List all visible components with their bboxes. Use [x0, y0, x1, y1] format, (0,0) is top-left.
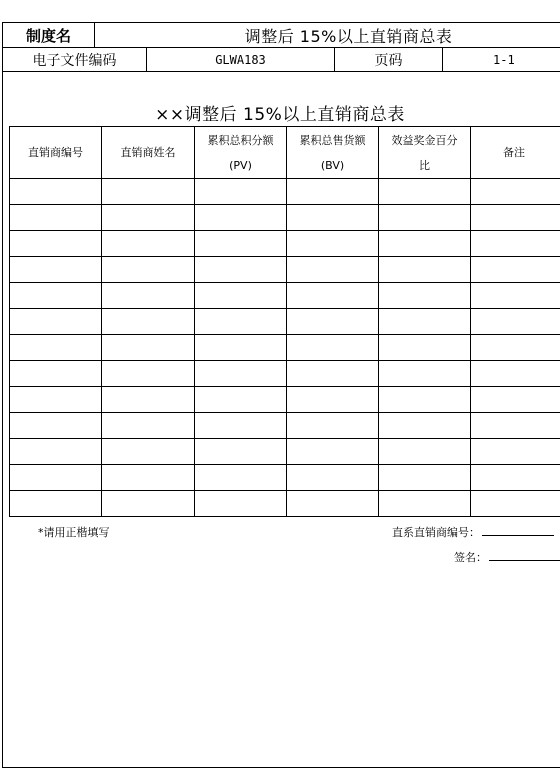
table-cell[interactable]: [10, 361, 102, 387]
table-cell[interactable]: [287, 439, 379, 465]
table-row: [10, 179, 560, 205]
table-cell[interactable]: [10, 257, 102, 283]
table-cell[interactable]: [471, 283, 560, 309]
table-cell[interactable]: [195, 361, 287, 387]
table-cell[interactable]: [471, 205, 560, 231]
file-code-label: 电子文件编码: [3, 48, 147, 72]
header-table: [2, 22, 560, 72]
table-cell[interactable]: [195, 205, 287, 231]
table-cell[interactable]: [10, 205, 102, 231]
file-code-value: GLWA183: [147, 48, 335, 72]
table-cell[interactable]: [195, 231, 287, 257]
table-row: [10, 231, 560, 257]
signature-field: [454, 549, 560, 565]
table-cell[interactable]: [195, 179, 287, 205]
column-header: 累积总积分额 (PV): [195, 127, 287, 179]
table-cell[interactable]: [379, 257, 471, 283]
table-cell[interactable]: [287, 205, 379, 231]
table-cell[interactable]: [10, 387, 102, 413]
table-cell[interactable]: [10, 179, 102, 205]
upline-id-label: 直系直销商编号：: [392, 526, 480, 539]
table-cell[interactable]: [102, 283, 195, 309]
table-cell[interactable]: [102, 335, 195, 361]
table-cell[interactable]: [10, 231, 102, 257]
column-header: 累积总售货额 (BV): [287, 127, 379, 179]
table-cell[interactable]: [195, 465, 287, 491]
table-cell[interactable]: [471, 413, 560, 439]
table-cell[interactable]: [379, 491, 471, 517]
column-header: 效益奖金百分 比: [379, 127, 471, 179]
signature-blank[interactable]: [489, 550, 560, 561]
table-cell[interactable]: [287, 231, 379, 257]
table-row: [10, 413, 560, 439]
table-cell[interactable]: [471, 335, 560, 361]
column-header: 备注: [471, 127, 560, 179]
table-body: [10, 179, 560, 517]
table-row: [10, 283, 560, 309]
table-row: [10, 257, 560, 283]
table-row: [10, 465, 560, 491]
table-cell[interactable]: [287, 413, 379, 439]
table-cell[interactable]: [471, 439, 560, 465]
table-row: [10, 387, 560, 413]
table-cell[interactable]: [471, 387, 560, 413]
table-row: [10, 335, 560, 361]
upline-id-field: [392, 524, 554, 540]
table-cell[interactable]: [471, 491, 560, 517]
table-cell[interactable]: [379, 439, 471, 465]
table-cell[interactable]: [379, 205, 471, 231]
page-number-value: 1-1: [443, 48, 560, 72]
table-row: [10, 439, 560, 465]
table-cell[interactable]: [379, 179, 471, 205]
table-cell[interactable]: [10, 283, 102, 309]
table-cell[interactable]: [102, 179, 195, 205]
table-cell[interactable]: [102, 231, 195, 257]
table-row: [10, 205, 560, 231]
table-cell[interactable]: [102, 465, 195, 491]
table-cell[interactable]: [287, 491, 379, 517]
table-cell[interactable]: [379, 309, 471, 335]
table-cell[interactable]: [287, 387, 379, 413]
system-name-label: 制度名: [3, 23, 95, 48]
table-cell[interactable]: [287, 361, 379, 387]
table-cell[interactable]: [102, 439, 195, 465]
table-cell[interactable]: [287, 309, 379, 335]
table-cell[interactable]: [379, 413, 471, 439]
table-cell[interactable]: [287, 335, 379, 361]
table-cell[interactable]: [195, 387, 287, 413]
signature-label: 签名：: [454, 551, 487, 564]
handwriting-note: *请用正楷填写: [38, 526, 110, 539]
table-cell[interactable]: [10, 413, 102, 439]
table-cell[interactable]: [102, 205, 195, 231]
table-cell[interactable]: [471, 465, 560, 491]
distributor-table: [9, 126, 560, 517]
table-cell[interactable]: [287, 179, 379, 205]
table-cell[interactable]: [379, 361, 471, 387]
upline-id-blank[interactable]: [482, 525, 554, 536]
table-cell[interactable]: [102, 491, 195, 517]
table-cell[interactable]: [10, 465, 102, 491]
table-cell[interactable]: [195, 335, 287, 361]
column-header: 直销商姓名: [102, 127, 195, 179]
table-cell[interactable]: [379, 387, 471, 413]
table-row: [10, 309, 560, 335]
table-cell[interactable]: [379, 335, 471, 361]
table-cell[interactable]: [471, 361, 560, 387]
table-cell[interactable]: [471, 179, 560, 205]
table-cell[interactable]: [287, 465, 379, 491]
form-title: ××调整后 15%以上直销商总表: [155, 105, 405, 125]
table-cell[interactable]: [195, 309, 287, 335]
table-cell[interactable]: [195, 491, 287, 517]
table-cell[interactable]: [195, 257, 287, 283]
table-cell[interactable]: [379, 465, 471, 491]
table-cell[interactable]: [287, 257, 379, 283]
table-cell[interactable]: [102, 413, 195, 439]
table-cell[interactable]: [195, 283, 287, 309]
table-cell[interactable]: [471, 231, 560, 257]
table-header-row: [10, 127, 560, 179]
table-cell[interactable]: [10, 335, 102, 361]
document-title: 调整后 15%以上直销商总表: [95, 23, 560, 48]
table-cell[interactable]: [471, 257, 560, 283]
table-cell[interactable]: [102, 387, 195, 413]
table-cell[interactable]: [195, 413, 287, 439]
page-number-label: 页码: [335, 48, 443, 72]
table-cell[interactable]: [102, 257, 195, 283]
table-cell[interactable]: [10, 309, 102, 335]
table-row: [10, 361, 560, 387]
table-cell[interactable]: [471, 309, 560, 335]
table-cell[interactable]: [379, 283, 471, 309]
table-cell[interactable]: [102, 309, 195, 335]
table-cell[interactable]: [10, 491, 102, 517]
table-cell[interactable]: [379, 231, 471, 257]
table-cell[interactable]: [195, 439, 287, 465]
table-row: [10, 491, 560, 517]
table-cell[interactable]: [102, 361, 195, 387]
table-cell[interactable]: [287, 283, 379, 309]
column-header: 直销商编号: [10, 127, 102, 179]
table-cell[interactable]: [10, 439, 102, 465]
